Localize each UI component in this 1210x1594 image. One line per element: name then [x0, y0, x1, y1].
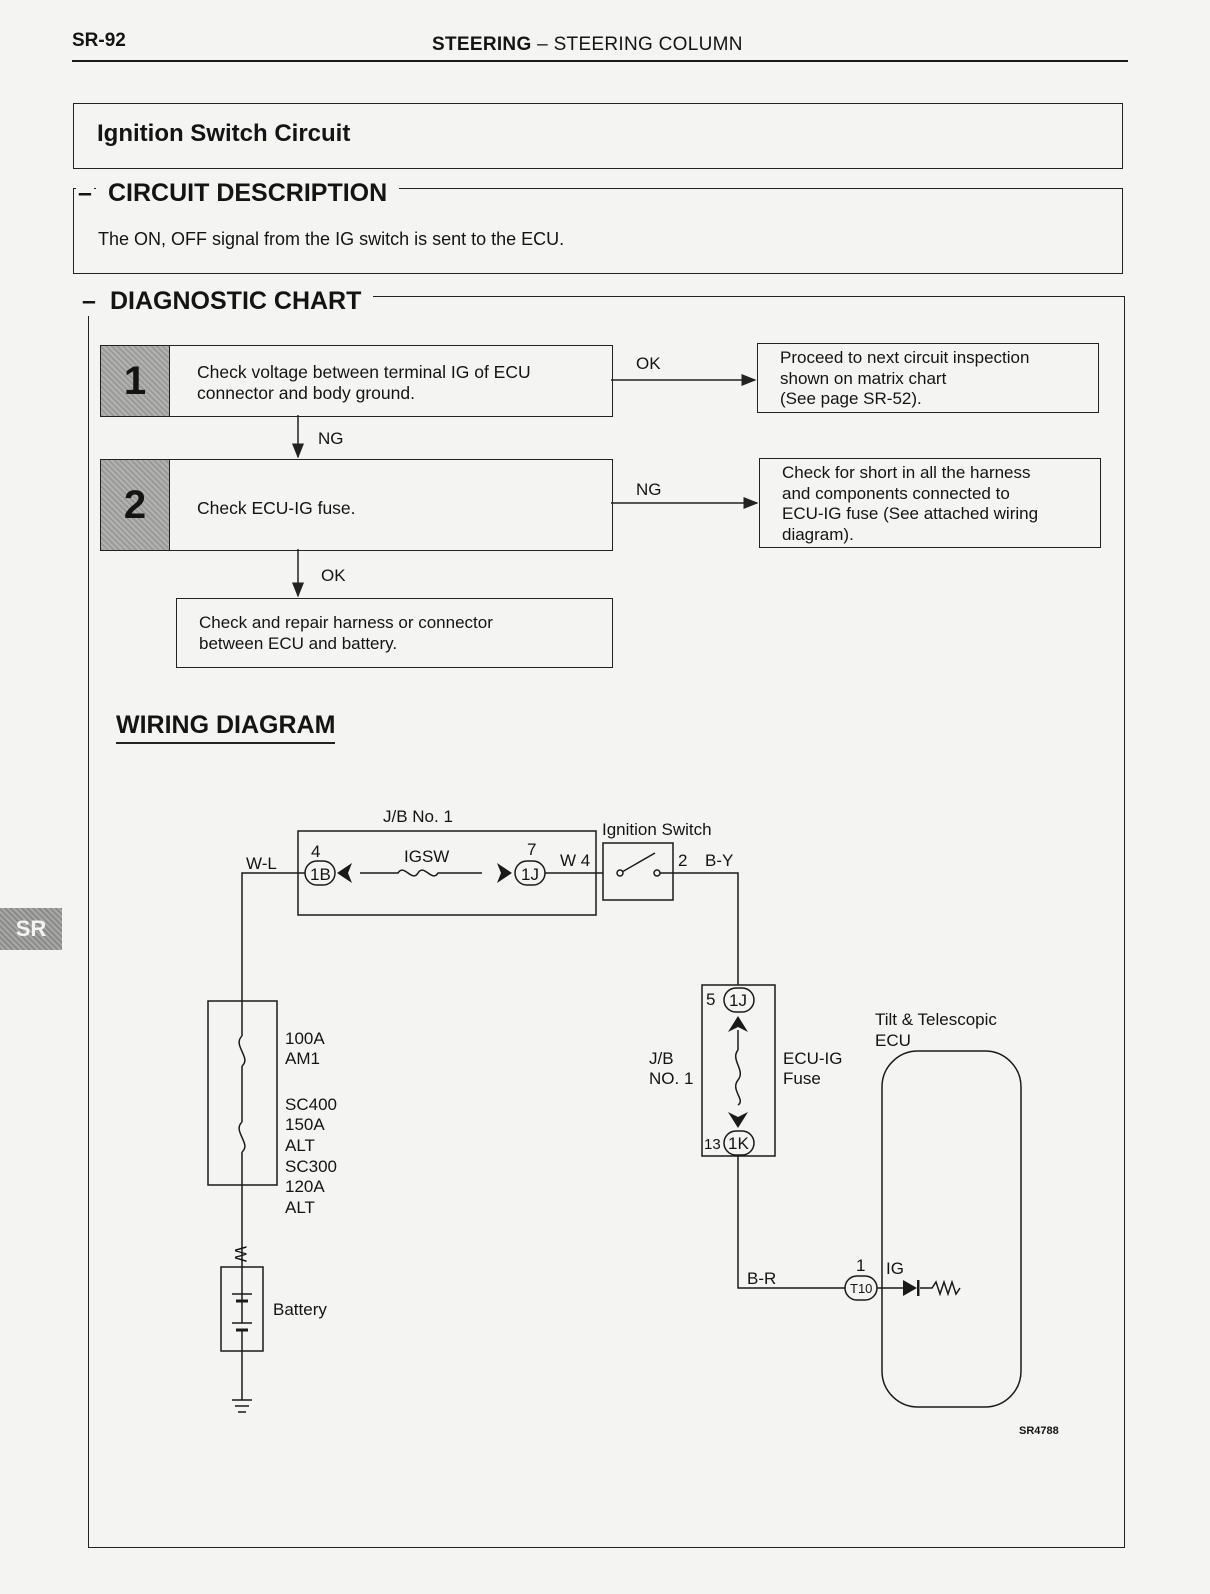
- header-section: STEERING: [432, 34, 532, 55]
- label-sc400: SC400: [285, 1095, 337, 1114]
- label-pin4: 4: [311, 842, 321, 861]
- connector-1k-arrow: [728, 1112, 748, 1128]
- label-150a: 150A: [285, 1115, 325, 1134]
- label-t10: T10: [850, 1281, 873, 1296]
- step-1-ok-line2: shown on matrix chart: [780, 368, 947, 388]
- label-pin1: 1: [856, 1256, 866, 1275]
- label-alt1: ALT: [285, 1136, 315, 1155]
- connector-1j-arrow: [497, 863, 512, 883]
- step-2-ng-line4: diagram).: [782, 524, 854, 544]
- label-wire-by: B-Y: [705, 851, 734, 870]
- diagnostic-chart-heading: DIAGNOSTIC CHART: [98, 287, 373, 316]
- ecu-resistor: [920, 1282, 960, 1294]
- fuse-am1: [239, 1036, 245, 1066]
- step-2-ok-label: OK: [321, 566, 346, 585]
- label-120a: 120A: [285, 1177, 325, 1196]
- header-separator: –: [531, 34, 554, 55]
- switch-blade: [622, 853, 655, 872]
- step-2-number: 2: [101, 460, 170, 550]
- label-wire-w: W: [231, 1246, 250, 1263]
- connector-1b-arrow: [337, 863, 352, 883]
- ecu-box: [882, 1051, 1021, 1407]
- label-wire-w4: W 4: [560, 851, 591, 870]
- connector-1j-b-arrow: [728, 1016, 748, 1032]
- circuit-title: Ignition Switch Circuit: [97, 120, 351, 147]
- label-am1: AM1: [285, 1049, 320, 1068]
- ignition-switch-box: [603, 843, 673, 900]
- label-alt2: ALT: [285, 1198, 315, 1217]
- fuse-ecu-ig: [736, 1050, 741, 1105]
- diode-symbol: [903, 1280, 917, 1296]
- label-pin2: 2: [678, 851, 688, 870]
- label-figure-code: SR4788: [1019, 1425, 1059, 1437]
- label-jb-2: NO. 1: [649, 1069, 694, 1088]
- wire-by: [660, 873, 738, 985]
- header-subsection: STEERING COLUMN: [553, 34, 743, 55]
- step-2-ok-line2: between ECU and battery.: [199, 633, 398, 653]
- label-pin5: 5: [706, 990, 716, 1009]
- label-sc300: SC300: [285, 1157, 337, 1176]
- step-1-ng-label: NG: [318, 429, 344, 448]
- step-1-ok-line1: Proceed to next circuit inspection: [780, 348, 1030, 367]
- step-1-number: 1: [101, 346, 170, 416]
- heading-dash-2: –: [82, 287, 96, 315]
- label-conn-1b: 1B: [310, 865, 331, 884]
- label-100a: 100A: [285, 1029, 325, 1048]
- step-2-ng-line1: Check for short in all the harness: [782, 463, 1031, 482]
- label-conn-1j: 1J: [521, 865, 539, 884]
- fuse-alt: [239, 1122, 245, 1152]
- diode-bar: [917, 1280, 920, 1296]
- step-1-line1: Check voltage between terminal IG of ECU: [197, 362, 531, 382]
- label-ecu-title2: ECU: [875, 1031, 911, 1050]
- label-ignition-switch: Ignition Switch: [602, 820, 712, 839]
- label-conn-1k: 1K: [728, 1134, 749, 1153]
- step-2-ng-label: NG: [636, 480, 662, 499]
- igsw-fuse: [360, 870, 482, 876]
- wiring-diagram-heading: WIRING DIAGRAM: [116, 711, 335, 744]
- step-1-line2: connector and body ground.: [197, 383, 415, 403]
- step-1-ok-line3: (See page SR-52).: [780, 389, 922, 408]
- side-tab-sr: SR: [0, 908, 62, 950]
- label-ecu-title1: Tilt & Telescopic: [875, 1010, 997, 1029]
- label-pin13: 13: [704, 1136, 721, 1153]
- step-1-ok-label: OK: [636, 354, 661, 373]
- label-pin7: 7: [527, 840, 537, 859]
- circuit-description-heading: CIRCUIT DESCRIPTION: [96, 179, 399, 208]
- step-2-ng-line2: and components connected to: [782, 483, 1010, 503]
- heading-dash: –: [78, 179, 92, 207]
- label-jb-1: J/B: [649, 1049, 674, 1068]
- step-2-line1: Check ECU-IG fuse.: [197, 498, 356, 518]
- switch-contact-a: [617, 870, 623, 876]
- switch-contact-b: [654, 870, 660, 876]
- step-2-ok-line1: Check and repair harness or connector: [199, 613, 493, 632]
- label-wire-wl: W-L: [246, 854, 277, 873]
- page-number: SR-92: [72, 30, 126, 51]
- label-ecu-ig-1: ECU-IG: [783, 1049, 843, 1068]
- label-conn-1j-b: 1J: [729, 991, 747, 1010]
- step-2-ng-line3: ECU-IG fuse (See attached wiring: [782, 504, 1039, 523]
- label-jb1: J/B No. 1: [383, 807, 453, 826]
- label-igsw: IGSW: [404, 847, 450, 866]
- circuit-description-text: The ON, OFF signal from the IG switch is sent to the ECU.: [98, 229, 565, 249]
- wire-wl: [242, 873, 305, 1001]
- label-ecu-ig-2: Fuse: [783, 1069, 821, 1088]
- label-battery: Battery: [273, 1300, 327, 1319]
- label-wire-br: B-R: [747, 1269, 777, 1288]
- label-ig: IG: [886, 1259, 904, 1278]
